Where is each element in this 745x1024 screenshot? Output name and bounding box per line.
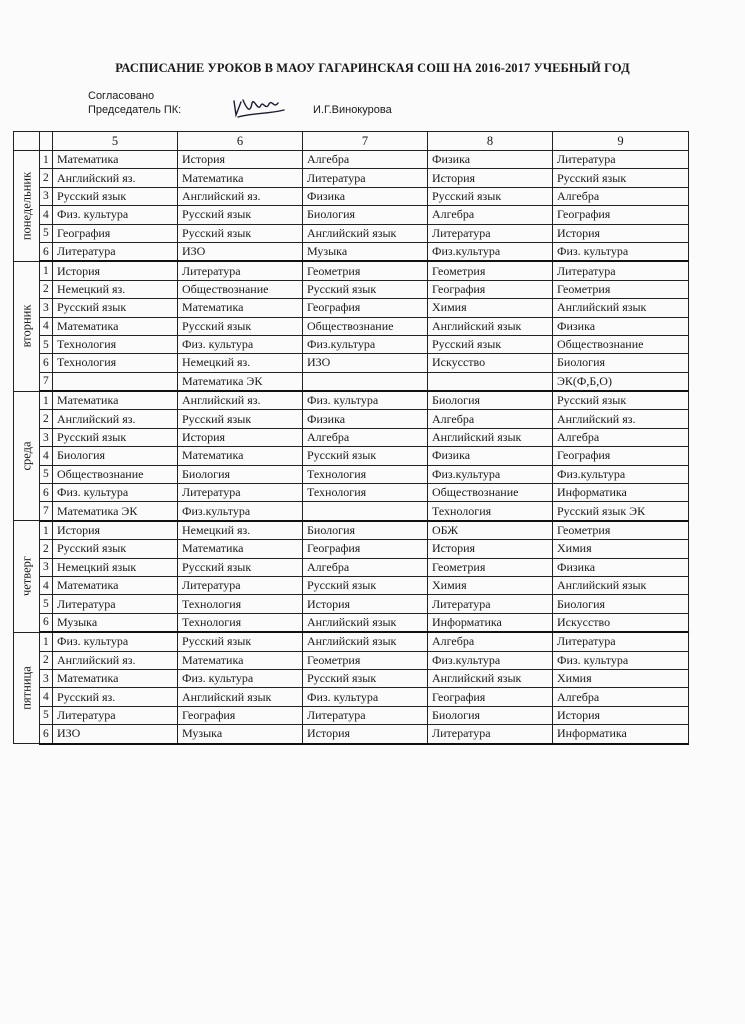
table-row — [14, 613, 689, 632]
subject-cell: Информатика — [428, 613, 553, 632]
lesson-number: 7 — [40, 502, 53, 521]
lesson-number: 4 — [40, 317, 53, 335]
subject-cell: География — [553, 447, 689, 465]
subject-cell: Русский язык — [53, 540, 178, 558]
subject-cell: Английский яз. — [178, 187, 303, 205]
subject-cell: ИЗО — [53, 725, 178, 744]
subject-cell: Биология — [428, 706, 553, 724]
subject-cell: Русский язык ЭК — [553, 502, 689, 521]
subject-cell: Английский яз. — [53, 169, 178, 187]
lesson-number: 3 — [40, 299, 53, 317]
lesson-number: 1 — [40, 261, 53, 280]
subject-cell: Литература — [553, 261, 689, 280]
subject-cell: Искусство — [553, 613, 689, 632]
table-row — [14, 706, 689, 724]
day-label — [14, 151, 40, 262]
subject-cell: Музыка — [53, 613, 178, 632]
subject-cell — [428, 372, 553, 391]
subject-cell: Русский язык — [178, 632, 303, 651]
table-row — [14, 669, 689, 687]
subject-cell: Математика — [53, 317, 178, 335]
subject-cell: Физика — [553, 558, 689, 576]
subject-cell: Технология — [53, 335, 178, 353]
column-header: 8 — [428, 132, 553, 151]
lesson-number: 2 — [40, 651, 53, 669]
column-header-row — [14, 132, 689, 151]
table-row — [14, 595, 689, 613]
subject-cell: ОБЖ — [428, 521, 553, 540]
day-name: среда — [19, 441, 33, 471]
table-row — [14, 187, 689, 205]
lesson-number: 5 — [40, 706, 53, 724]
subject-cell: География — [53, 224, 178, 242]
subject-cell: География — [303, 540, 428, 558]
lesson-number: 4 — [40, 576, 53, 594]
subject-cell: Физика — [553, 317, 689, 335]
subject-cell: Русский язык — [53, 299, 178, 317]
subject-cell: История — [553, 706, 689, 724]
table-row — [14, 242, 689, 261]
subject-cell: Геометрия — [553, 521, 689, 540]
subject-cell: ИЗО — [178, 242, 303, 261]
subject-cell: Физика — [428, 447, 553, 465]
subject-cell: География — [178, 706, 303, 724]
lesson-number: 2 — [40, 169, 53, 187]
subject-cell: ЭК(Ф,Б,О) — [553, 372, 689, 391]
subject-cell: Алгебра — [553, 428, 689, 446]
column-header: 9 — [553, 132, 689, 151]
subject-cell: Математика — [178, 447, 303, 465]
subject-cell: Английский язык — [303, 224, 428, 242]
subject-cell: Алгебра — [428, 632, 553, 651]
subject-cell: Обществознание — [303, 317, 428, 335]
header-num — [40, 132, 53, 151]
lesson-number: 3 — [40, 558, 53, 576]
subject-cell: Физ.культура — [428, 242, 553, 261]
table-row — [14, 354, 689, 372]
subject-cell: Физ.культура — [303, 335, 428, 353]
subject-cell: Физ. культура — [553, 651, 689, 669]
subject-cell: Музыка — [303, 242, 428, 261]
lesson-number: 4 — [40, 206, 53, 224]
table-row — [14, 651, 689, 669]
subject-cell: Немецкий язык — [53, 558, 178, 576]
day-name: четверг — [19, 556, 33, 597]
subject-cell: Биология — [553, 354, 689, 372]
table-row — [14, 502, 689, 521]
lesson-number: 1 — [40, 521, 53, 540]
subject-cell: Английский яз. — [178, 391, 303, 410]
subject-cell: Русский язык — [178, 224, 303, 242]
lesson-number: 2 — [40, 410, 53, 428]
subject-cell: Литература — [303, 706, 428, 724]
column-header: 7 — [303, 132, 428, 151]
table-row — [14, 428, 689, 446]
subject-cell: Физ. культура — [53, 206, 178, 224]
subject-cell: Физ. культура — [303, 688, 428, 706]
subject-cell: Математика — [53, 391, 178, 410]
lesson-number: 1 — [40, 151, 53, 169]
subject-cell: География — [553, 206, 689, 224]
subject-cell: Немецкий яз. — [53, 280, 178, 298]
day-label — [14, 632, 40, 743]
day-label — [14, 261, 40, 391]
table-row — [14, 558, 689, 576]
subject-cell: Математика — [53, 151, 178, 169]
day-name: пятница — [19, 666, 33, 710]
table-row — [14, 521, 689, 540]
subject-cell: История — [178, 151, 303, 169]
lesson-number: 2 — [40, 540, 53, 558]
subject-cell: Алгебра — [428, 410, 553, 428]
subject-cell: Английский яз. — [553, 410, 689, 428]
subject-cell: География — [428, 688, 553, 706]
subject-cell: Литература — [428, 725, 553, 744]
lesson-number: 6 — [40, 242, 53, 261]
subject-cell: Геометрия — [303, 261, 428, 280]
subject-cell: Литература — [53, 595, 178, 613]
table-row — [14, 725, 689, 744]
subject-cell: Геометрия — [553, 280, 689, 298]
lesson-number: 1 — [40, 632, 53, 651]
lesson-number: 4 — [40, 688, 53, 706]
day-name: вторник — [19, 304, 33, 348]
table-row — [14, 206, 689, 224]
subject-cell — [303, 502, 428, 521]
subject-cell: Технология — [303, 484, 428, 502]
subject-cell: История — [428, 540, 553, 558]
lesson-number: 7 — [40, 372, 53, 391]
table-row — [14, 299, 689, 317]
subject-cell: Алгебра — [303, 428, 428, 446]
lesson-number: 4 — [40, 447, 53, 465]
subject-cell: Математика ЭК — [178, 372, 303, 391]
subject-cell: Химия — [428, 576, 553, 594]
subject-cell: Алгебра — [303, 151, 428, 169]
table-row — [14, 317, 689, 335]
subject-cell: Химия — [553, 669, 689, 687]
subject-cell: Русский язык — [553, 391, 689, 410]
table-row — [14, 372, 689, 391]
subject-cell: Алгебра — [428, 206, 553, 224]
lesson-number: 6 — [40, 725, 53, 744]
subject-cell: Физ.культура — [553, 465, 689, 483]
subject-cell: Английский язык — [428, 428, 553, 446]
subject-cell: Литература — [178, 484, 303, 502]
subject-cell: Алгебра — [553, 688, 689, 706]
column-header: 6 — [178, 132, 303, 151]
subject-cell: Физ. культура — [178, 335, 303, 353]
subject-cell: Обществознание — [428, 484, 553, 502]
subject-cell: Биология — [178, 465, 303, 483]
subject-cell: Русский язык — [178, 206, 303, 224]
subject-cell: Технология — [303, 465, 428, 483]
subject-cell: Математика — [53, 669, 178, 687]
subject-cell: Геометрия — [303, 651, 428, 669]
subject-cell: История — [428, 169, 553, 187]
subject-cell: Физ. культура — [178, 669, 303, 687]
subject-cell: Литература — [553, 632, 689, 651]
subject-cell: Информатика — [553, 725, 689, 744]
subject-cell: История — [53, 521, 178, 540]
table-row — [14, 465, 689, 483]
subject-cell: Литература — [178, 576, 303, 594]
lesson-number: 3 — [40, 669, 53, 687]
table-row — [14, 151, 689, 169]
table-row — [14, 391, 689, 410]
subject-cell: Русский язык — [428, 335, 553, 353]
subject-cell: Английский язык — [553, 299, 689, 317]
lesson-number: 6 — [40, 484, 53, 502]
subject-cell: Математика — [53, 576, 178, 594]
table-row — [14, 169, 689, 187]
subject-cell: География — [303, 299, 428, 317]
chair-label: Председатель ПК: — [88, 104, 182, 116]
subject-cell: Химия — [428, 299, 553, 317]
subject-cell: Информатика — [553, 484, 689, 502]
table-row — [14, 540, 689, 558]
schedule-table — [13, 131, 689, 745]
lesson-number: 3 — [40, 187, 53, 205]
subject-cell: Алгебра — [303, 558, 428, 576]
subject-cell: Русский язык — [553, 169, 689, 187]
subject-cell: Музыка — [178, 725, 303, 744]
subject-cell: История — [178, 428, 303, 446]
subject-cell: Обществознание — [553, 335, 689, 353]
subject-cell: Русский язык — [303, 447, 428, 465]
agreed-label: Согласовано — [88, 90, 155, 102]
subject-cell: Технология — [178, 613, 303, 632]
subject-cell: История — [53, 261, 178, 280]
subject-cell: Технология — [53, 354, 178, 372]
table-row — [14, 447, 689, 465]
subject-cell: Биология — [303, 206, 428, 224]
subject-cell: Русский язык — [53, 187, 178, 205]
subject-cell: Русский язык — [303, 576, 428, 594]
chair-name: И.Г.Винокурова — [313, 104, 392, 116]
subject-cell: Математика — [178, 651, 303, 669]
subject-cell: Физ.культура — [178, 502, 303, 521]
subject-cell: Русский язык — [303, 669, 428, 687]
subject-cell: Физ. культура — [553, 242, 689, 261]
subject-cell: Литература — [428, 595, 553, 613]
header-corner — [14, 132, 40, 151]
subject-cell: Геометрия — [428, 558, 553, 576]
subject-cell: История — [303, 595, 428, 613]
subject-cell: География — [428, 280, 553, 298]
subject-cell: Литература — [428, 224, 553, 242]
subject-cell: Русский язык — [53, 428, 178, 446]
subject-cell: Русский язык — [303, 280, 428, 298]
subject-cell: Литература — [53, 706, 178, 724]
page-title: РАСПИСАНИЕ УРОКОВ В МАОУ ГАГАРИНСКАЯ СОШ НА 2016-2017 УЧЕБНЫЙ ГОД — [115, 61, 630, 75]
subject-cell: Литература — [553, 151, 689, 169]
subject-cell: Математика ЭК — [53, 502, 178, 521]
subject-cell: Физ.культура — [428, 651, 553, 669]
subject-cell — [53, 372, 178, 391]
subject-cell: Физ. культура — [303, 391, 428, 410]
subject-cell: Русский язык — [428, 187, 553, 205]
subject-cell: Искусство — [428, 354, 553, 372]
subject-cell: Химия — [553, 540, 689, 558]
subject-cell: Литература — [178, 261, 303, 280]
subject-cell: Русский яз. — [53, 688, 178, 706]
subject-cell: Русский язык — [178, 317, 303, 335]
lesson-number: 5 — [40, 595, 53, 613]
subject-cell: Литература — [53, 242, 178, 261]
column-header: 5 — [53, 132, 178, 151]
lesson-number: 3 — [40, 428, 53, 446]
subject-cell: Русский язык — [178, 558, 303, 576]
subject-cell: Физ. культура — [53, 632, 178, 651]
day-name: понедельник — [19, 171, 33, 241]
handwritten-signature-icon — [228, 95, 288, 121]
subject-cell: Технология — [178, 595, 303, 613]
subject-cell: Биология — [553, 595, 689, 613]
subject-cell: Обществознание — [53, 465, 178, 483]
subject-cell: Математика — [178, 169, 303, 187]
subject-cell: Математика — [178, 540, 303, 558]
subject-cell: Биология — [428, 391, 553, 410]
subject-cell: Немецкий яз. — [178, 521, 303, 540]
subject-cell: Литература — [303, 169, 428, 187]
lesson-number: 5 — [40, 465, 53, 483]
subject-cell: Английский язык — [303, 632, 428, 651]
subject-cell: Физика — [303, 410, 428, 428]
subject-cell: Немецкий яз. — [178, 354, 303, 372]
lesson-number: 6 — [40, 613, 53, 632]
table-row — [14, 576, 689, 594]
table-row — [14, 335, 689, 353]
lesson-number: 2 — [40, 280, 53, 298]
table-row — [14, 410, 689, 428]
subject-cell: Физика — [428, 151, 553, 169]
lesson-number: 6 — [40, 354, 53, 372]
subject-cell: История — [553, 224, 689, 242]
subject-cell: Английский язык — [428, 669, 553, 687]
lesson-number: 5 — [40, 335, 53, 353]
subject-cell: Биология — [303, 521, 428, 540]
subject-cell: Технология — [428, 502, 553, 521]
subject-cell: Обществознание — [178, 280, 303, 298]
subject-cell: Русский язык — [178, 410, 303, 428]
subject-cell: Английский язык — [553, 576, 689, 594]
subject-cell: Алгебра — [553, 187, 689, 205]
subject-cell: ИЗО — [303, 354, 428, 372]
table-row — [14, 224, 689, 242]
subject-cell: Физика — [303, 187, 428, 205]
subject-cell: Биология — [53, 447, 178, 465]
day-label — [14, 391, 40, 521]
table-row — [14, 280, 689, 298]
lesson-number: 5 — [40, 224, 53, 242]
table-row — [14, 261, 689, 280]
table-row — [14, 484, 689, 502]
subject-cell: Физ. культура — [53, 484, 178, 502]
subject-cell: Английский язык — [178, 688, 303, 706]
subject-cell: Английский яз. — [53, 410, 178, 428]
lesson-number: 1 — [40, 391, 53, 410]
subject-cell: Геометрия — [428, 261, 553, 280]
subject-cell: Математика — [178, 299, 303, 317]
subject-cell — [303, 372, 428, 391]
table-row — [14, 688, 689, 706]
subject-cell: Физ.культура — [428, 465, 553, 483]
day-label — [14, 521, 40, 632]
subject-cell: Английский яз. — [53, 651, 178, 669]
subject-cell: Английский язык — [428, 317, 553, 335]
subject-cell: Английский язык — [303, 613, 428, 632]
subject-cell: История — [303, 725, 428, 744]
table-row — [14, 632, 689, 651]
